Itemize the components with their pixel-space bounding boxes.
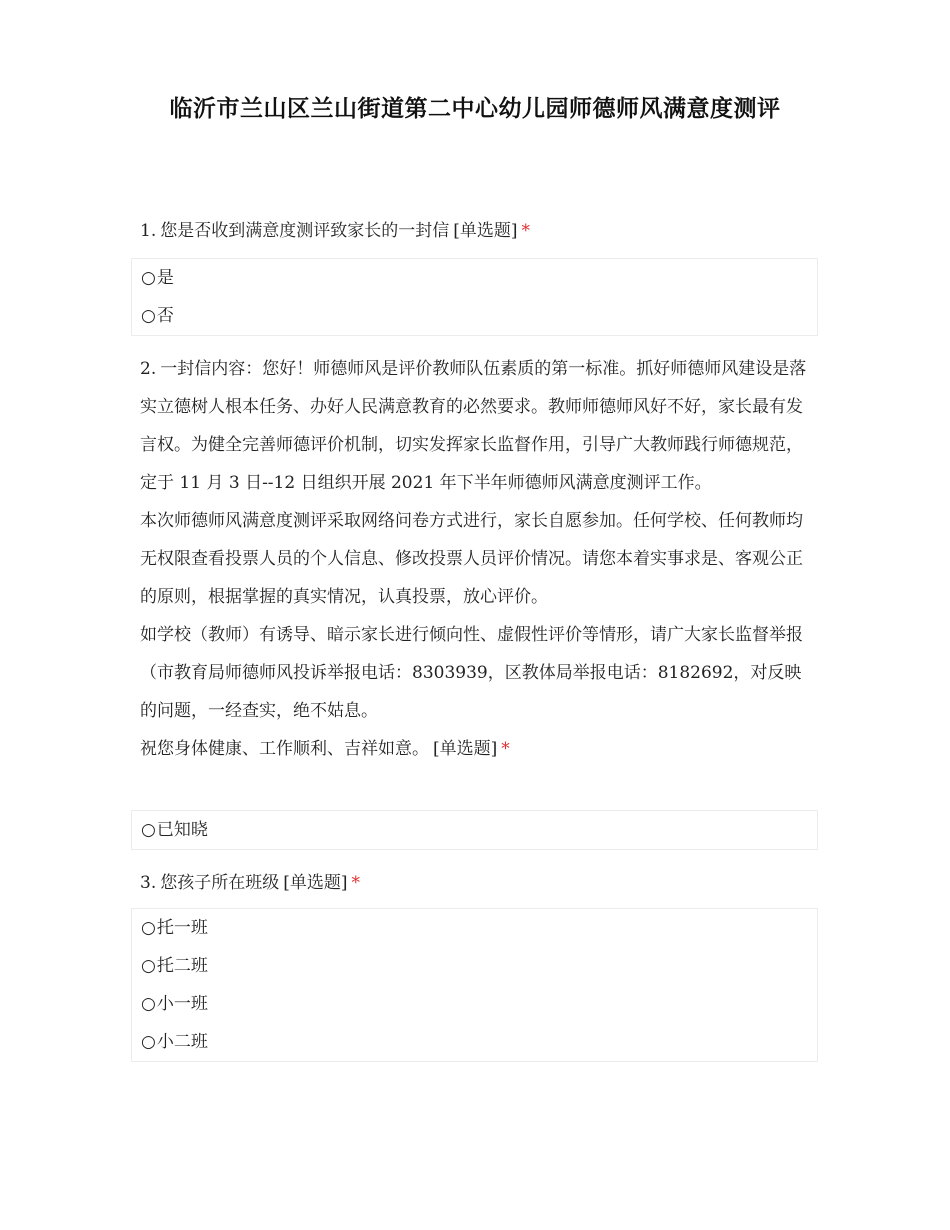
- option-label: 是: [156, 268, 174, 288]
- question-2: [140, 350, 815, 768]
- options-group-2: [131, 810, 818, 850]
- letter-paragraph-2: 本次师德师风满意度测评采取网络问卷方式进行，家长自愿参加。任何学校、任何教师均无权限查看投票人员的个人信息、修改投票人员评价情况。请您本着实事求是、客观公正的原则，根据掌握的真实情况，认真投票，放心评价。: [140, 511, 803, 607]
- options-group-3: [131, 908, 818, 1062]
- option-yes[interactable]: [141, 259, 808, 297]
- question-type: [单选题]: [283, 873, 348, 893]
- option-tuo-1[interactable]: [141, 909, 808, 947]
- option-label: 小二班: [156, 1032, 208, 1052]
- question-type: [单选题]: [453, 221, 518, 241]
- question-type: [单选题]: [433, 739, 498, 759]
- question-number: 2.: [140, 359, 157, 379]
- option-acknowledged[interactable]: [141, 811, 808, 849]
- required-mark: *: [521, 221, 530, 241]
- option-label: 小一班: [156, 994, 208, 1014]
- letter-paragraph-4: 祝您身体健康、工作顺利、吉祥如意。 [单选题] *: [140, 739, 510, 759]
- question-number: 1.: [140, 221, 157, 241]
- option-tuo-2[interactable]: [141, 947, 808, 985]
- required-mark: *: [501, 739, 510, 759]
- radio-icon[interactable]: ○: [141, 956, 156, 976]
- option-label: 托一班: [156, 918, 208, 938]
- question-number: 3.: [140, 873, 157, 893]
- options-group-1: [131, 258, 818, 336]
- question-3: [140, 864, 815, 902]
- question-text: 您是否收到满意度测评致家长的一封信: [160, 221, 450, 241]
- letter-paragraph-1: 2. 一封信内容：您好！师德师风是评价教师队伍素质的第一标准。抓好师德师风建设是落实立德树人根本任务、办好人民满意教育的必然要求。教师师德师风好不好，家长最有发言权。为健全完善师德评价机制，切实发挥家长监督作用，引导广大教师践行师德规范，定于 11 月 3 日--12 日组织开展 2021 年下半年师德师风满意度测评工作。: [140, 359, 807, 493]
- radio-icon[interactable]: ○: [141, 820, 156, 840]
- radio-icon[interactable]: ○: [141, 1032, 156, 1052]
- option-label: 否: [156, 306, 174, 326]
- question-1: [140, 212, 815, 250]
- option-label: 托二班: [156, 956, 208, 976]
- radio-icon[interactable]: ○: [141, 994, 156, 1014]
- option-label: 已知晓: [156, 820, 208, 840]
- radio-icon[interactable]: ○: [141, 268, 156, 288]
- radio-icon[interactable]: ○: [141, 306, 156, 326]
- question-text: 您孩子所在班级: [160, 873, 280, 893]
- option-xiao-1[interactable]: [141, 985, 808, 1023]
- option-xiao-2[interactable]: [141, 1023, 808, 1061]
- letter-paragraph-3: 如学校（教师）有诱导、暗示家长进行倾向性、虚假性评价等情形，请广大家长监督举报（市教育局师德师风投诉举报电话：8303939，区教体局举报电话：8182692，对反映的问题，一经查实，绝不姑息。: [140, 625, 803, 721]
- radio-icon[interactable]: ○: [141, 918, 156, 938]
- required-mark: *: [351, 873, 360, 893]
- page-title: 临沂市兰山区兰山街道第二中心幼儿园师德师风满意度测评: [169, 96, 781, 122]
- option-no[interactable]: [141, 297, 808, 335]
